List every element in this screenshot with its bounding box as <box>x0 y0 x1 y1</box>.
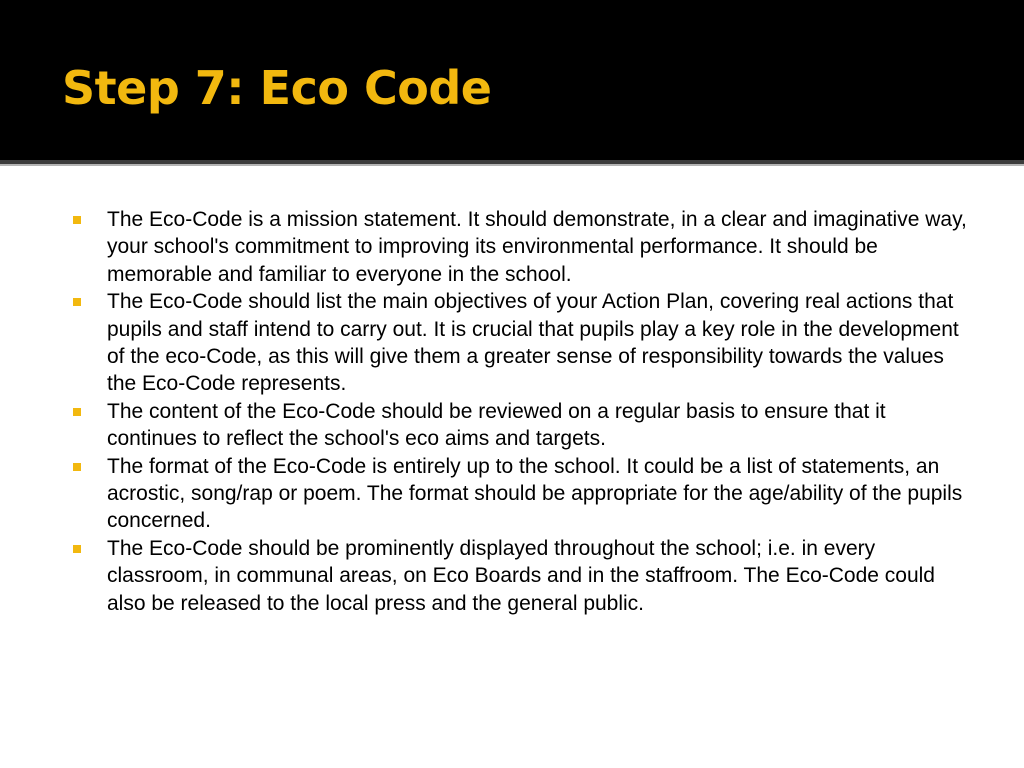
bullet-text: The format of the Eco-Code is entirely up to the school. It could be a list of statements, an acrostic, song/rap or poem. The format should be appropriate for the age/ability of the pupils concerned. <box>107 454 963 533</box>
bullet-text: The Eco-Code should list the main objectives of your Action Plan, covering real actions that pupils and staff intend to carry out. It is crucial that pupils play a key role in the development of the eco-Code, as this will give them a greater sense of responsibility towards the values the Eco-Code represents. <box>107 290 959 396</box>
square-bullet-icon <box>73 545 81 553</box>
slide-body <box>70 206 970 617</box>
bullet-text: The Eco-Code should be prominently displayed throughout the school; i.e. in every classroom, in communal areas, on Eco Boards and in the staffroom. The Eco-Code could also be released to the local press and the general public. <box>107 536 935 615</box>
square-bullet-icon <box>73 463 81 471</box>
bullet-item <box>70 288 970 398</box>
bullet-text: The content of the Eco-Code should be reviewed on a regular basis to ensure that it continues to reflect the school's eco aims and targets. <box>107 399 886 451</box>
title-bar <box>0 0 1024 160</box>
slide-title: Step 7: Eco Code <box>62 61 492 115</box>
square-bullet-icon <box>73 298 81 306</box>
square-bullet-icon <box>73 408 81 416</box>
bullet-list <box>70 206 970 617</box>
bullet-text: The Eco-Code is a mission statement. It should demonstrate, in a clear and imaginative way, your school's commitment to improving its environmental performance. It should be memorable and familiar to everyone in the school. <box>107 208 967 286</box>
bullet-item <box>70 535 970 617</box>
bullet-item <box>70 398 970 453</box>
header-divider-light <box>0 164 1024 166</box>
bullet-item <box>70 206 970 288</box>
bullet-item <box>70 453 970 535</box>
square-bullet-icon <box>73 216 81 224</box>
